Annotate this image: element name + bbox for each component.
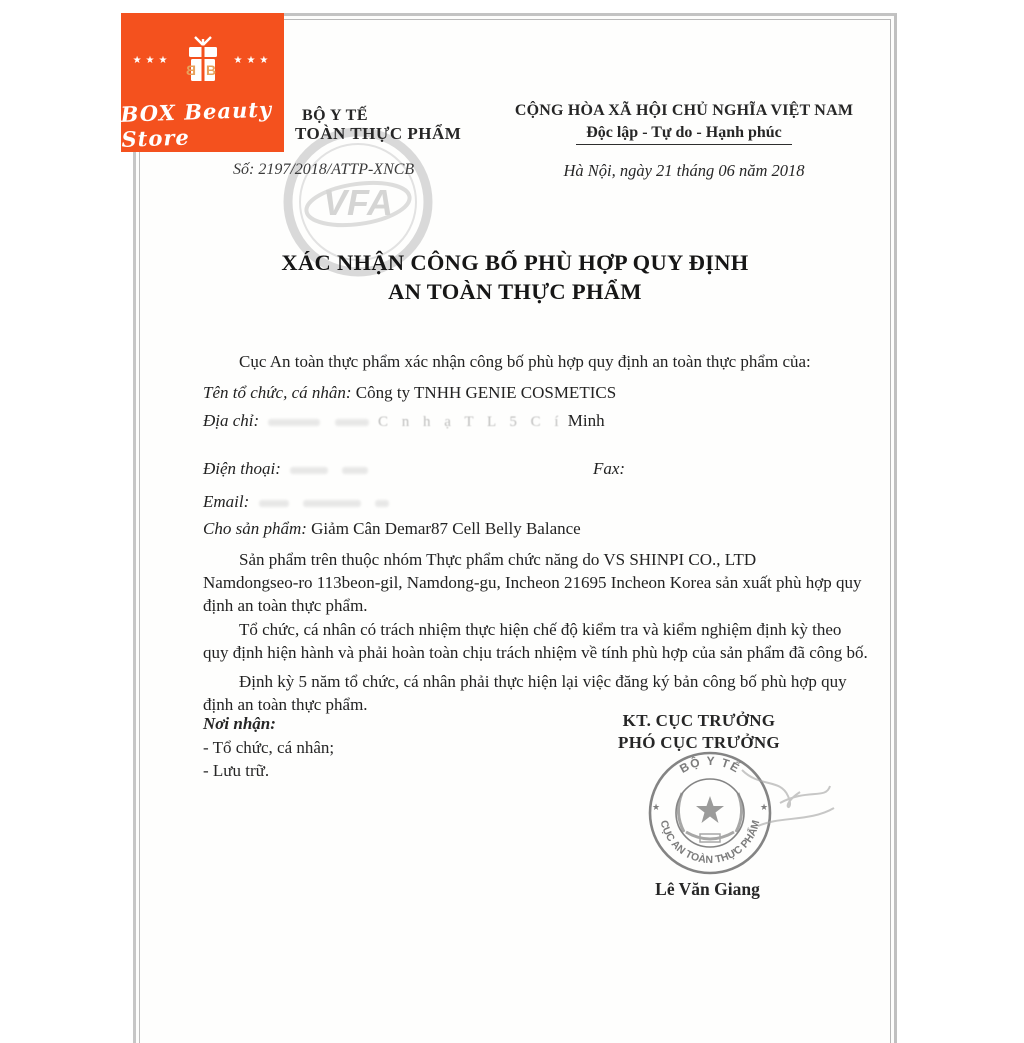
paragraph-line: Định kỳ 5 năm tổ chức, cá nhân phải thực hiện lại việc đăng ký bản công bố phù hợp quy: [239, 672, 847, 691]
organization-line: [203, 381, 871, 404]
address-label: Địa chỉ:: [203, 411, 260, 430]
product-line: [203, 517, 871, 540]
header-country-line: CỘNG HÒA XÃ HỘI CHỦ NGHĨA VIỆT NAM: [514, 102, 854, 119]
store-badge: [121, 13, 284, 152]
paragraph-line: định an toàn thực phẩm.: [203, 695, 368, 714]
phone-label: Điện thoại:: [203, 459, 281, 478]
signature-stroke: [742, 770, 834, 826]
header-department: TOÀN THỰC PHẨM: [295, 124, 462, 143]
paragraph-responsibility: [203, 618, 871, 664]
header-national: [514, 102, 854, 181]
document-body: [203, 350, 871, 716]
redacted-smudge: [375, 500, 389, 507]
paragraph-line: Namdongseo-ro 113beon-gil, Namdong-gu, Incheon 21695 Incheon Korea sản xuất phù hợp quy: [203, 573, 862, 592]
document-title-line1: XÁC NHẬN CÔNG BỐ PHÙ HỢP QUY ĐỊNH: [281, 250, 749, 275]
seal-emblem: [678, 793, 741, 842]
paragraph-line: Tổ chức, cá nhân có trách nhiệm thực hiện chế độ kiểm tra và kiểm nghiệm định kỳ theo: [239, 620, 842, 639]
document-title: [140, 248, 890, 306]
recipient-item: - Tổ chức, cá nhân;: [203, 737, 335, 757]
paragraph-line: định an toàn thực phẩm.: [203, 596, 368, 615]
svg-text:★: ★: [652, 803, 661, 813]
paragraph-renewal: [203, 670, 871, 716]
header-ministry: BỘ Y TẾ: [301, 107, 369, 124]
badge-stars-left: ★★★: [132, 54, 172, 66]
redacted-smudge: [268, 419, 320, 426]
paragraph-line: Sản phẩm trên thuộc nhóm Thực phẩm chức năng do VS SHINPI CO., LTD: [239, 550, 757, 569]
phone-line: [203, 457, 871, 480]
product-label: Cho sản phẩm:: [203, 519, 307, 538]
vfa-watermark-text: VFA: [322, 182, 394, 223]
redacted-smudge: [335, 419, 369, 426]
address-faint-text: C n h ạ T L 5 C í: [377, 414, 564, 430]
redacted-smudge: [259, 500, 289, 507]
header-motto-line: Độc lập - Tự do - Hạnh phúc: [576, 124, 792, 145]
badge-store-name: BOX Beauty Store: [120, 96, 273, 152]
email-line: [203, 490, 871, 513]
paragraph-manufacturer: [203, 548, 871, 617]
signer-name: Lê Văn Giang: [655, 879, 760, 899]
svg-text:B: B: [205, 62, 216, 78]
redacted-smudge: [290, 467, 328, 474]
organization-value: Công ty TNHH GENIE COSMETICS: [355, 383, 617, 402]
document-title-line2: AN TOÀN THỰC PHẨM: [388, 279, 642, 304]
paragraph-line: quy định hiện hành và phải hoàn toàn chịu trách nhiệm về tính phù hợp của sản phẩm đã công bố.: [203, 643, 868, 662]
fax-label: Fax:: [593, 459, 626, 478]
seal-top-text: BỘ Y TẾ: [677, 753, 743, 776]
recipients-block: [203, 712, 334, 783]
signer-title-line2: PHÓ CỤC TRƯỞNG: [618, 733, 780, 752]
svg-text:B: B: [185, 62, 196, 78]
header-doc-number: Số: 2197/2018/ATTP-XNCB: [233, 161, 415, 178]
redacted-smudge: [342, 467, 368, 474]
organization-label: Tên tổ chức, cá nhân:: [203, 383, 352, 402]
page-border-inner: [139, 19, 891, 1043]
seal-bottom-text: CỤC AN TOÀN THỰC PHẨM: [657, 819, 763, 867]
gift-box-icon: [181, 35, 225, 85]
badge-stars-right: ★★★: [233, 54, 273, 66]
page-border-outer: [133, 13, 897, 1043]
header-date-line: Hà Nội, ngày 21 tháng 06 năm 2018: [563, 161, 805, 180]
recipients-label: Nơi nhận:: [203, 714, 276, 733]
redacted-smudge: [303, 500, 361, 507]
email-label: Email:: [203, 492, 250, 511]
intro-line: Cục An toàn thực phẩm xác nhận công bố phù hợp quy định an toàn thực phẩm của:: [239, 352, 811, 371]
signer-title-line1: KT. CỤC TRƯỞNG: [622, 711, 776, 730]
address-visible-end: Minh: [567, 411, 605, 430]
product-value: Giảm Cân Demar87 Cell Belly Balance: [311, 519, 581, 538]
recipient-item: - Lưu trữ.: [203, 761, 270, 780]
address-line: [203, 409, 871, 434]
svg-text:★: ★: [760, 803, 769, 813]
